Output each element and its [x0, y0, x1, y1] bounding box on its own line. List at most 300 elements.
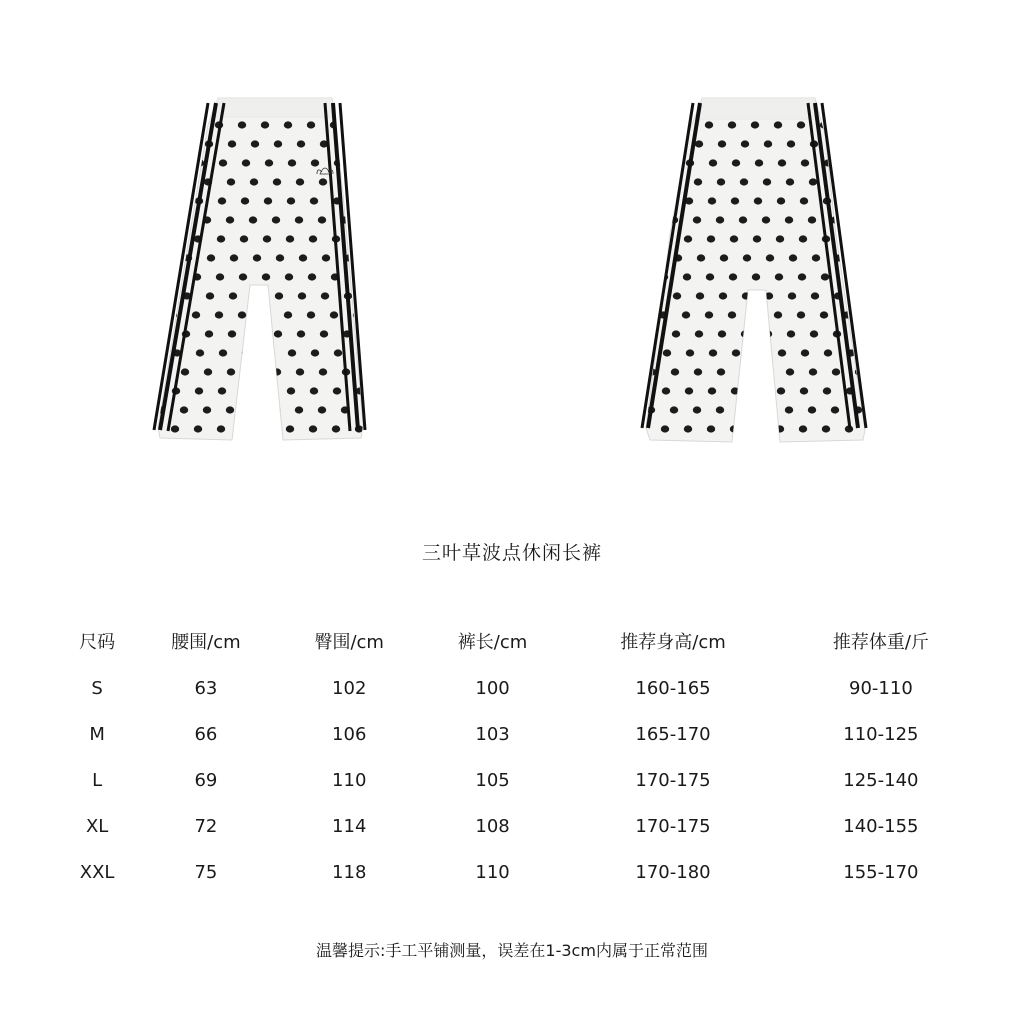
polka-dot — [778, 159, 786, 166]
polka-dot — [846, 197, 854, 204]
polka-dot — [786, 368, 794, 375]
polka-dot — [298, 292, 306, 299]
polka-dot — [354, 273, 362, 280]
polka-dot — [159, 140, 167, 147]
cell-length: 103 — [475, 723, 510, 745]
polka-dot — [716, 406, 724, 413]
polka-dot — [696, 292, 704, 299]
polka-dot — [753, 235, 761, 242]
polka-dot — [812, 254, 820, 261]
polka-dot — [150, 349, 158, 356]
polka-dot — [798, 273, 806, 280]
polka-dot — [195, 387, 203, 394]
polka-dot — [365, 368, 373, 375]
polka-dot — [663, 349, 671, 356]
polka-dot — [364, 216, 372, 223]
polka-dot — [159, 330, 167, 337]
polka-dot — [297, 330, 305, 337]
polka-dot — [296, 178, 304, 185]
polka-dot — [774, 311, 782, 318]
polka-dot — [284, 121, 292, 128]
cell-waist: 72 — [194, 815, 218, 837]
polka-dot — [251, 140, 259, 147]
polka-dot — [683, 273, 691, 280]
polka-dot — [662, 387, 670, 394]
cell-weight: 125-140 — [843, 769, 919, 791]
polka-dot — [309, 235, 317, 242]
polka-dot — [729, 273, 737, 280]
polka-dot — [215, 311, 223, 318]
polka-dot — [762, 216, 770, 223]
polka-dot — [150, 159, 158, 166]
polka-dot — [694, 368, 702, 375]
polka-dot — [764, 330, 772, 337]
polka-dot — [870, 159, 875, 166]
polka-dot — [728, 311, 736, 318]
polka-dot — [684, 235, 692, 242]
pants-front-image — [150, 95, 380, 445]
header-waist: 腰围/cm — [171, 632, 241, 653]
polka-dot — [263, 425, 271, 432]
polka-dot — [640, 311, 644, 318]
polka-dot — [192, 311, 200, 318]
cell-weight: 140-155 — [843, 815, 919, 837]
polka-dot — [717, 368, 725, 375]
polka-dot — [832, 368, 840, 375]
polka-dot — [240, 425, 248, 432]
polka-dot — [663, 159, 671, 166]
polka-dot — [732, 349, 740, 356]
polka-dot — [357, 159, 365, 166]
polka-dot — [366, 330, 374, 337]
polka-dot — [265, 349, 273, 356]
polka-dot — [800, 197, 808, 204]
polka-dot — [762, 406, 770, 413]
polka-dot — [368, 254, 376, 261]
polka-dot — [181, 368, 189, 375]
polka-dot — [810, 330, 818, 337]
polka-dot — [671, 178, 679, 185]
polka-dot — [150, 121, 154, 128]
polka-dot — [705, 121, 713, 128]
polka-dot — [226, 216, 234, 223]
polka-dot — [307, 311, 315, 318]
polka-dot — [869, 197, 875, 204]
polka-dot — [823, 387, 831, 394]
table-row — [60, 803, 980, 849]
cell-hip: 118 — [332, 861, 367, 883]
polka-dot — [295, 406, 303, 413]
polka-dot — [321, 292, 329, 299]
polka-dot — [716, 216, 724, 223]
polka-dot — [811, 292, 819, 299]
polka-dot — [740, 368, 748, 375]
polka-dot — [739, 406, 747, 413]
polka-dot — [785, 216, 793, 223]
polka-dot — [697, 254, 705, 261]
polka-dot — [299, 254, 307, 261]
polka-dot — [272, 406, 280, 413]
polka-dot — [695, 330, 703, 337]
polka-dot — [682, 311, 690, 318]
polka-dot — [311, 349, 319, 356]
size-chart-table — [60, 617, 980, 895]
polka-dot — [365, 178, 373, 185]
cell-length: 108 — [475, 815, 510, 837]
polka-dot — [718, 140, 726, 147]
polka-dot — [288, 349, 296, 356]
polka-dot — [226, 406, 234, 413]
polka-dot — [743, 254, 751, 261]
polka-dot — [778, 349, 786, 356]
polka-dot — [171, 425, 179, 432]
polka-dot — [800, 387, 808, 394]
polka-dot — [238, 311, 246, 318]
cell-hip: 110 — [332, 769, 367, 791]
cell-length: 110 — [475, 861, 510, 883]
polka-dot — [320, 330, 328, 337]
polka-dot — [330, 311, 338, 318]
polka-dot — [787, 140, 795, 147]
cell-waist: 66 — [194, 723, 218, 745]
polka-dot — [284, 311, 292, 318]
polka-dot — [273, 178, 281, 185]
cell-waist: 69 — [194, 769, 218, 791]
polka-dot — [230, 254, 238, 261]
polka-dot — [262, 273, 270, 280]
polka-dot — [251, 330, 259, 337]
polka-dot — [355, 235, 363, 242]
polka-dot — [353, 121, 361, 128]
polka-dot — [264, 387, 272, 394]
polka-dot — [356, 197, 364, 204]
polka-dot — [661, 425, 669, 432]
polka-dot — [731, 197, 739, 204]
polka-dot — [286, 235, 294, 242]
polka-dot — [275, 292, 283, 299]
polka-dot — [150, 197, 157, 204]
polka-dot — [753, 425, 761, 432]
polka-dot — [172, 197, 180, 204]
polka-dot — [751, 121, 759, 128]
polka-dot — [308, 273, 316, 280]
polka-dot — [671, 368, 679, 375]
polka-dot — [777, 387, 785, 394]
polka-dot — [822, 425, 830, 432]
polka-dot — [755, 349, 763, 356]
header-length: 裤长/cm — [457, 632, 528, 653]
cell-hip: 114 — [332, 815, 367, 837]
polka-dot — [831, 406, 839, 413]
polka-dot — [238, 121, 246, 128]
polka-dot — [868, 425, 875, 432]
polka-dot — [706, 273, 714, 280]
polka-dot — [866, 311, 874, 318]
cell-height: 170-180 — [635, 861, 711, 883]
polka-dot — [217, 425, 225, 432]
polka-dot — [717, 178, 725, 185]
polka-dot — [241, 387, 249, 394]
polka-dot — [777, 197, 785, 204]
cell-height: 170-175 — [635, 815, 711, 837]
polka-dot — [833, 140, 841, 147]
polka-dot — [161, 254, 169, 261]
polka-dot — [171, 235, 179, 242]
polka-dot — [763, 368, 771, 375]
polka-dot — [649, 140, 657, 147]
polka-dot — [808, 406, 816, 413]
polka-dot — [705, 311, 713, 318]
cell-weight: 110-125 — [843, 723, 919, 745]
cell-length: 100 — [475, 677, 510, 699]
polka-dot — [740, 178, 748, 185]
polka-dot — [334, 349, 342, 356]
cell-waist: 63 — [194, 677, 218, 699]
polka-dot — [775, 273, 783, 280]
header-size: 尺码 — [79, 632, 116, 653]
polka-dot — [809, 368, 817, 375]
polka-dot — [366, 140, 374, 147]
polka-dot — [868, 235, 875, 242]
cell-size: L — [92, 769, 103, 791]
polka-dot — [707, 235, 715, 242]
cell-size: XL — [85, 815, 109, 837]
polka-dot — [263, 235, 271, 242]
polka-dot — [239, 273, 247, 280]
cell-hip: 102 — [332, 677, 367, 699]
polka-dot — [719, 292, 727, 299]
polka-dot — [640, 197, 647, 204]
cell-size: M — [89, 723, 105, 745]
polka-dot — [287, 197, 295, 204]
polka-dot — [640, 121, 644, 128]
polka-dot — [774, 121, 782, 128]
polka-dot — [150, 273, 155, 280]
size-chart-header-row — [60, 617, 980, 665]
cell-height: 160-165 — [635, 677, 711, 699]
cell-weight: 90-110 — [849, 677, 913, 699]
polka-dot — [672, 330, 680, 337]
polka-dot — [870, 349, 875, 356]
polka-dot — [181, 178, 189, 185]
polka-dot — [856, 330, 864, 337]
polka-dot — [764, 140, 772, 147]
polka-dot — [766, 254, 774, 261]
polka-dot — [686, 349, 694, 356]
polka-dot — [651, 254, 659, 261]
polka-dot — [216, 273, 224, 280]
polka-dot — [333, 387, 341, 394]
polka-dot — [673, 292, 681, 299]
polka-dot — [659, 121, 667, 128]
polka-dot — [720, 254, 728, 261]
polka-dot — [854, 216, 862, 223]
polka-dot — [276, 254, 284, 261]
polka-dot — [809, 178, 817, 185]
polka-dot — [776, 235, 784, 242]
polka-dot — [640, 273, 645, 280]
polka-dot — [219, 159, 227, 166]
polka-dot — [261, 121, 269, 128]
polka-dot — [845, 235, 853, 242]
polka-dot — [311, 159, 319, 166]
polka-dot — [755, 159, 763, 166]
cell-weight: 155-170 — [843, 861, 919, 883]
polka-dot — [843, 121, 851, 128]
polka-dot — [785, 406, 793, 413]
polka-dot — [789, 254, 797, 261]
polka-dot — [797, 311, 805, 318]
polka-dot — [310, 387, 318, 394]
polka-dot — [169, 121, 177, 128]
cell-size: XXL — [79, 861, 115, 883]
polka-dot — [173, 159, 181, 166]
polka-dot — [709, 349, 717, 356]
polka-dot — [857, 292, 865, 299]
polka-dot — [332, 425, 340, 432]
polka-dot — [855, 178, 863, 185]
polka-dot — [192, 121, 200, 128]
polka-dot — [241, 197, 249, 204]
polka-dot — [207, 254, 215, 261]
polka-dot — [732, 159, 740, 166]
table-row — [60, 757, 980, 803]
polka-dot — [249, 216, 257, 223]
polka-dot — [307, 121, 315, 128]
polka-dot — [206, 292, 214, 299]
polka-dot — [788, 292, 796, 299]
polka-dot — [741, 330, 749, 337]
cell-length: 105 — [475, 769, 510, 791]
polka-dot — [708, 197, 716, 204]
polka-dot — [265, 159, 273, 166]
polka-dot — [693, 216, 701, 223]
polka-dot — [685, 387, 693, 394]
polka-dot — [858, 254, 866, 261]
table-row — [60, 849, 980, 895]
polka-dot — [799, 235, 807, 242]
polka-dot — [856, 140, 864, 147]
polka-dot — [319, 368, 327, 375]
polka-dot — [318, 216, 326, 223]
polka-dot — [218, 197, 226, 204]
cell-waist: 75 — [194, 861, 218, 883]
polka-dot — [180, 406, 188, 413]
header-height: 推荐身高/cm — [620, 632, 726, 653]
polka-dot — [367, 292, 375, 299]
polka-dot — [797, 121, 805, 128]
polka-dot — [309, 425, 317, 432]
polka-dot — [203, 406, 211, 413]
polka-dot — [670, 406, 678, 413]
polka-dot — [264, 197, 272, 204]
polka-dot — [650, 292, 658, 299]
polka-dot — [718, 330, 726, 337]
polka-dot — [319, 178, 327, 185]
polka-dot — [739, 216, 747, 223]
polka-dot — [288, 159, 296, 166]
polka-dot — [787, 330, 795, 337]
polka-dot — [661, 235, 669, 242]
polka-dot — [297, 140, 305, 147]
measurement-note: 温馨提示:手工平铺测量，误差在1-3cm内属于正常范围 — [316, 941, 708, 960]
polka-dot — [752, 273, 760, 280]
polka-dot — [322, 254, 330, 261]
polka-dot — [219, 349, 227, 356]
polka-dot — [160, 292, 168, 299]
polka-dot — [640, 159, 648, 166]
polka-dot — [205, 330, 213, 337]
polka-dot — [253, 254, 261, 261]
polka-dot — [182, 140, 190, 147]
polka-dot — [672, 140, 680, 147]
cell-hip: 106 — [332, 723, 367, 745]
polka-dot — [763, 178, 771, 185]
product-title: 三叶草波点休闲长裤 — [421, 542, 602, 564]
polka-dot — [648, 178, 656, 185]
polka-dot — [751, 311, 759, 318]
polka-dot — [227, 368, 235, 375]
polka-dot — [229, 292, 237, 299]
polka-dot — [252, 292, 260, 299]
polka-dot — [821, 273, 829, 280]
polka-dot — [808, 216, 816, 223]
polka-dot — [318, 406, 326, 413]
polka-dot — [242, 159, 250, 166]
polka-dot — [287, 387, 295, 394]
polka-dot — [261, 311, 269, 318]
polka-dot — [150, 387, 157, 394]
polka-dot — [640, 235, 646, 242]
polka-dot — [776, 425, 784, 432]
polka-dot — [196, 349, 204, 356]
polka-dot — [150, 311, 154, 318]
header-weight: 推荐体重/斤 — [832, 632, 929, 653]
polka-dot — [801, 159, 809, 166]
polka-dot — [742, 292, 750, 299]
polka-dot — [847, 159, 855, 166]
polka-dot — [820, 311, 828, 318]
polka-dot — [754, 387, 762, 394]
polka-dot — [640, 349, 648, 356]
polka-dot — [218, 387, 226, 394]
polka-dot — [228, 330, 236, 337]
cell-height: 170-175 — [635, 769, 711, 791]
polka-dot — [694, 178, 702, 185]
polka-dot — [272, 216, 280, 223]
table-row — [60, 665, 980, 711]
polka-dot — [227, 178, 235, 185]
polka-dot — [708, 387, 716, 394]
polka-dot — [786, 178, 794, 185]
polka-dot — [286, 425, 294, 432]
cell-height: 165-170 — [635, 723, 711, 745]
polka-dot — [240, 235, 248, 242]
polka-dot — [217, 235, 225, 242]
polka-dot — [866, 121, 874, 128]
polka-dot — [695, 140, 703, 147]
pants-back-image — [640, 95, 875, 445]
polka-dot — [250, 368, 258, 375]
polka-dot — [285, 273, 293, 280]
polka-dot — [824, 349, 832, 356]
polka-dot — [310, 197, 318, 204]
polka-dot — [741, 140, 749, 147]
polka-dot — [801, 349, 809, 356]
polka-dot — [867, 273, 875, 280]
polka-dot — [647, 216, 655, 223]
polka-dot — [250, 178, 258, 185]
